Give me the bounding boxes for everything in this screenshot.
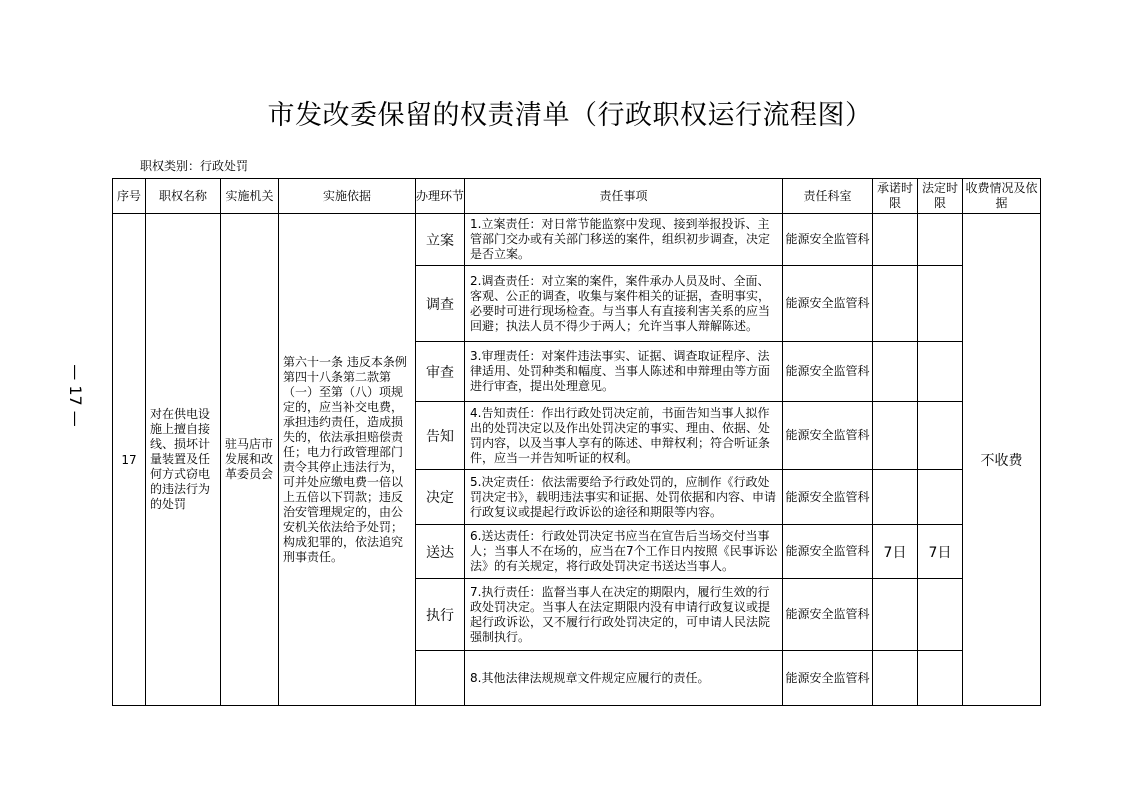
promise-cell — [873, 214, 918, 266]
promise-cell — [873, 402, 918, 470]
promise-cell — [873, 579, 918, 651]
header-name: 职权名称 — [146, 179, 221, 214]
promise-cell — [873, 470, 918, 525]
duty-cell: 3.审理责任：对案件违法事实、证据、调查取证程序、法律适用、处罚种类和幅度、当事人陈述和申辩理由等方面进行审查，提出处理意见。 — [465, 342, 783, 402]
stage-cell: 调查 — [416, 266, 465, 342]
dept-cell: 能源安全监管科 — [783, 579, 873, 651]
stage-cell: 送达 — [416, 525, 465, 579]
record-name: 对在供电设施上擅自接线、损坏计量装置及任何方式窃电的违法行为的处罚 — [146, 214, 221, 706]
header-fee: 收费情况及依据 — [963, 179, 1041, 214]
stage-cell: 告知 — [416, 402, 465, 470]
header-promise: 承诺时限 — [873, 179, 918, 214]
header-duty: 责任事项 — [465, 179, 783, 214]
duty-cell: 2.调查责任：对立案的案件，案件承办人员及时、全面、客观、公正的调查，收集与案件相关的证据，查明事实，必要时可进行现场检查。与当事人有直接利害关系的应当回避；执法人员不得少于两人；允许当事人辩解陈述。 — [465, 266, 783, 342]
legal-cell: 7日 — [918, 525, 963, 579]
dept-cell: 能源安全监管科 — [783, 214, 873, 266]
stage-cell: 审查 — [416, 342, 465, 402]
promise-cell: 7日 — [873, 525, 918, 579]
header-legal: 法定时限 — [918, 179, 963, 214]
dept-cell: 能源安全监管科 — [783, 470, 873, 525]
legal-cell — [918, 266, 963, 342]
header-basis: 实施依据 — [279, 179, 416, 214]
page-number — [60, 340, 90, 450]
stage-cell — [416, 651, 465, 706]
legal-cell — [918, 342, 963, 402]
record-basis: 第六十一条 违反本条例第四十八条第二款第（一）至第（八）项规定的，应当补交电费，承担违约责任，造成损失的，依法承担赔偿责任；电力行政管理部门责令其停止违法行为，可并处应缴电费一倍以上五倍以下罚款；违反治安管理规定的，由公安机关依法给予处罚；构成犯罪的，依法追究刑事责任。 — [279, 214, 416, 706]
page-number-text: — 17 — — [65, 363, 85, 427]
header-row — [113, 179, 1041, 214]
header-stage: 办理环节 — [416, 179, 465, 214]
dept-cell: 能源安全监管科 — [783, 266, 873, 342]
duty-cell: 7.执行责任：监督当事人在决定的期限内，履行生效的行政处罚决定。当事人在法定期限内没有申请行政复议或提起行政诉讼，又不履行行政处罚决定的，可申请人民法院强制执行。 — [465, 579, 783, 651]
legal-cell — [918, 402, 963, 470]
duty-cell: 6.送达责任：行政处罚决定书应当在宣告后当场交付当事人；当事人不在场的，应当在7个工作日内按照《民事诉讼法》的有关规定，将行政处罚决定书送达当事人。 — [465, 525, 783, 579]
power-list-table — [112, 178, 1041, 706]
legal-cell — [918, 214, 963, 266]
table-row — [113, 214, 1041, 266]
stage-cell: 执行 — [416, 579, 465, 651]
header-dept: 责任科室 — [783, 179, 873, 214]
record-fee: 不收费 — [963, 214, 1041, 706]
power-category: 职权类别：行政处罚 — [140, 159, 249, 173]
record-agency: 驻马店市发展和改革委员会 — [221, 214, 279, 706]
duty-cell: 5.决定责任：依法需要给予行政处罚的，应制作《行政处罚决定书》，载明违法事实和证据、处罚依据和内容、申请行政复议或提起行政诉讼的途径和期限等内容。 — [465, 470, 783, 525]
legal-cell — [918, 470, 963, 525]
dept-cell: 能源安全监管科 — [783, 651, 873, 706]
duty-cell: 1.立案责任：对日常节能监察中发现、接到举报投诉、主管部门交办或有关部门移送的案件，组织初步调查，决定是否立案。 — [465, 214, 783, 266]
stage-cell: 决定 — [416, 470, 465, 525]
stage-cell: 立案 — [416, 214, 465, 266]
promise-cell — [873, 651, 918, 706]
duty-cell: 8.其他法律法规规章文件规定应履行的责任。 — [465, 651, 783, 706]
dept-cell: 能源安全监管科 — [783, 402, 873, 470]
promise-cell — [873, 342, 918, 402]
header-agency: 实施机关 — [221, 179, 279, 214]
dept-cell: 能源安全监管科 — [783, 342, 873, 402]
legal-cell — [918, 651, 963, 706]
record-seq: 17 — [113, 214, 146, 706]
promise-cell — [873, 266, 918, 342]
page-title: 市发改委保留的权责清单（行政职权运行流程图） — [267, 100, 873, 131]
duty-cell: 4.告知责任：作出行政处罚决定前，书面告知当事人拟作出的处罚决定以及作出处罚决定的事实、理由、依据、处罚内容，以及当事人享有的陈述、申辩权利；符合听证条件，应当一并告知听证的权利。 — [465, 402, 783, 470]
header-seq: 序号 — [113, 179, 146, 214]
dept-cell: 能源安全监管科 — [783, 525, 873, 579]
legal-cell — [918, 579, 963, 651]
